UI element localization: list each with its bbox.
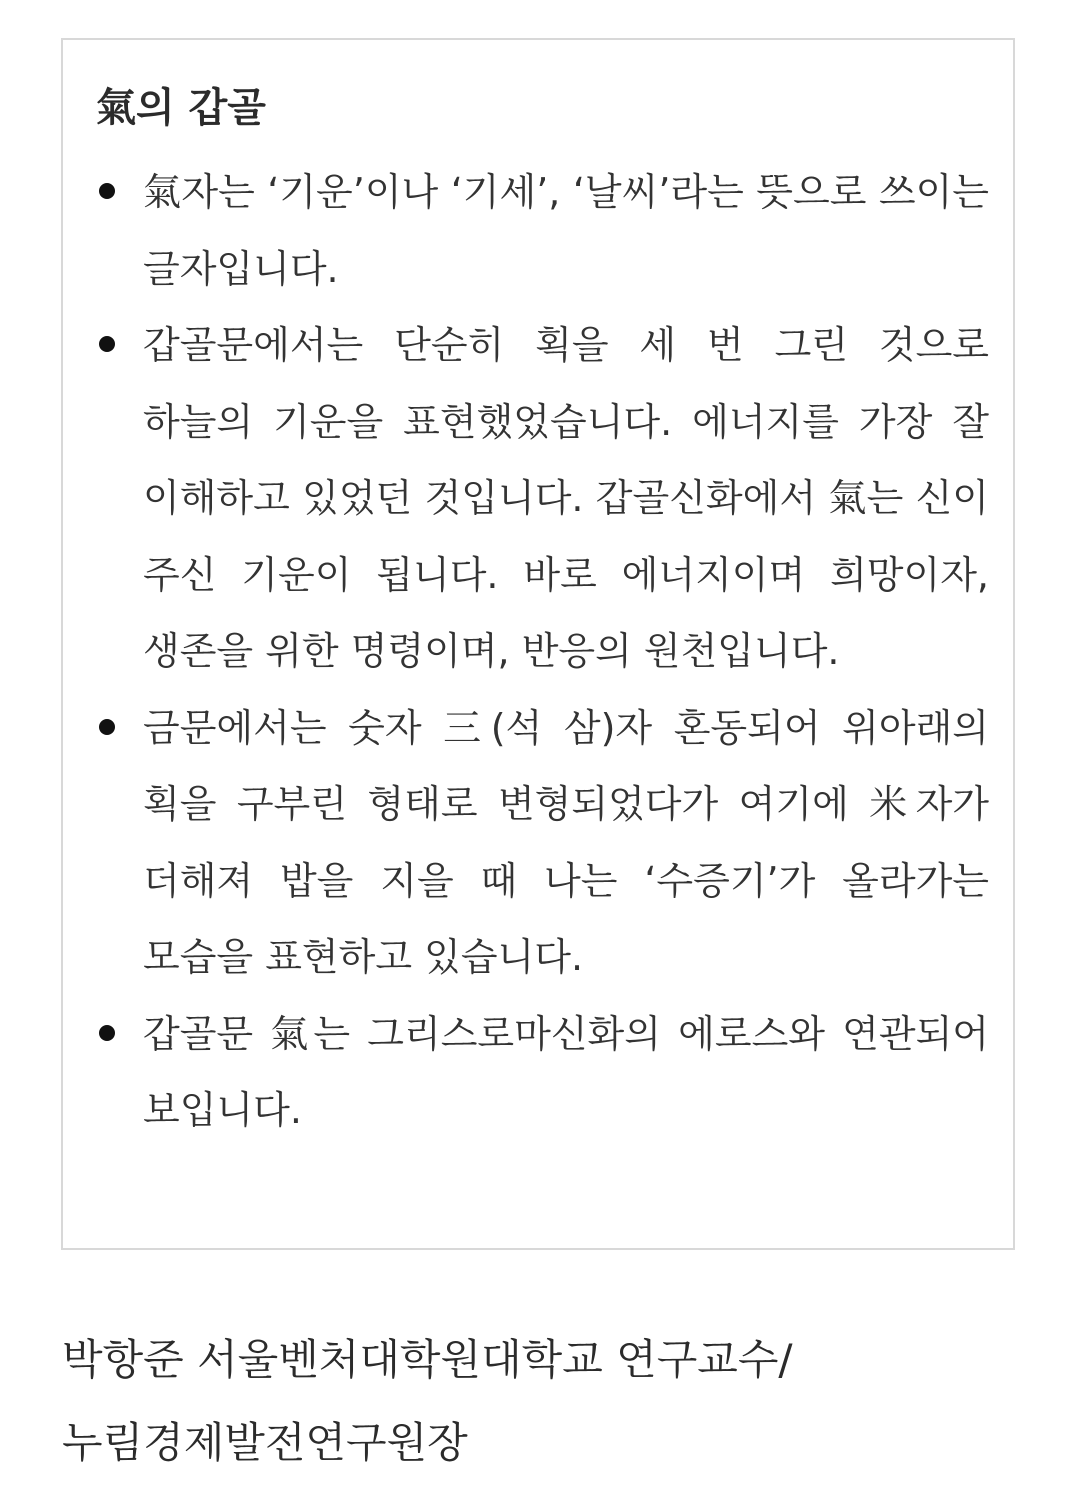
list-item <box>143 690 989 996</box>
list-item <box>143 996 989 1149</box>
list-item-text: 갑골문 氣는 그리스로마신화의 에로스와 연관되어 보입니다. <box>143 1011 989 1132</box>
list-item <box>143 154 989 307</box>
bullet-icon <box>99 719 115 735</box>
author-byline: 박항준 서울벤처대학원대학교 연구교수/누림경제발전연구원장 <box>62 1335 793 1467</box>
list-item <box>143 307 989 690</box>
list-item-text: 금문에서는 숫자 三(석 삼)자 혼동되어 위아래의 획을 구부린 형태로 변형되었다가 여기에 米자가 더해져 밥을 지을 때 나는 ‘수증기’가 올라가는 모습을 표현하고 있습니다. <box>143 705 989 979</box>
bullet-icon <box>99 1025 115 1041</box>
bullet-icon <box>99 183 115 199</box>
info-box <box>61 38 1015 1250</box>
bullet-list <box>143 154 989 1149</box>
box-title: 氣의 갑골 <box>96 85 266 131</box>
bullet-icon <box>99 336 115 352</box>
list-item-text: 갑골문에서는 단순히 획을 세 번 그린 것으로 하늘의 기운을 표현했었습니다. 에너지를 가장 잘 이해하고 있었던 것입니다. 갑골신화에서 氣는 신이 주신 기운이 됩니다. 바로 에너지이며 희망이자, 생존을 위한 명령이며, 반응의 원천입니다. <box>143 323 989 673</box>
list-item-text: 氣자는 ‘기운’이나 ‘기세’, ‘날씨’라는 뜻으로 쓰이는 글자입니다. <box>143 170 989 291</box>
